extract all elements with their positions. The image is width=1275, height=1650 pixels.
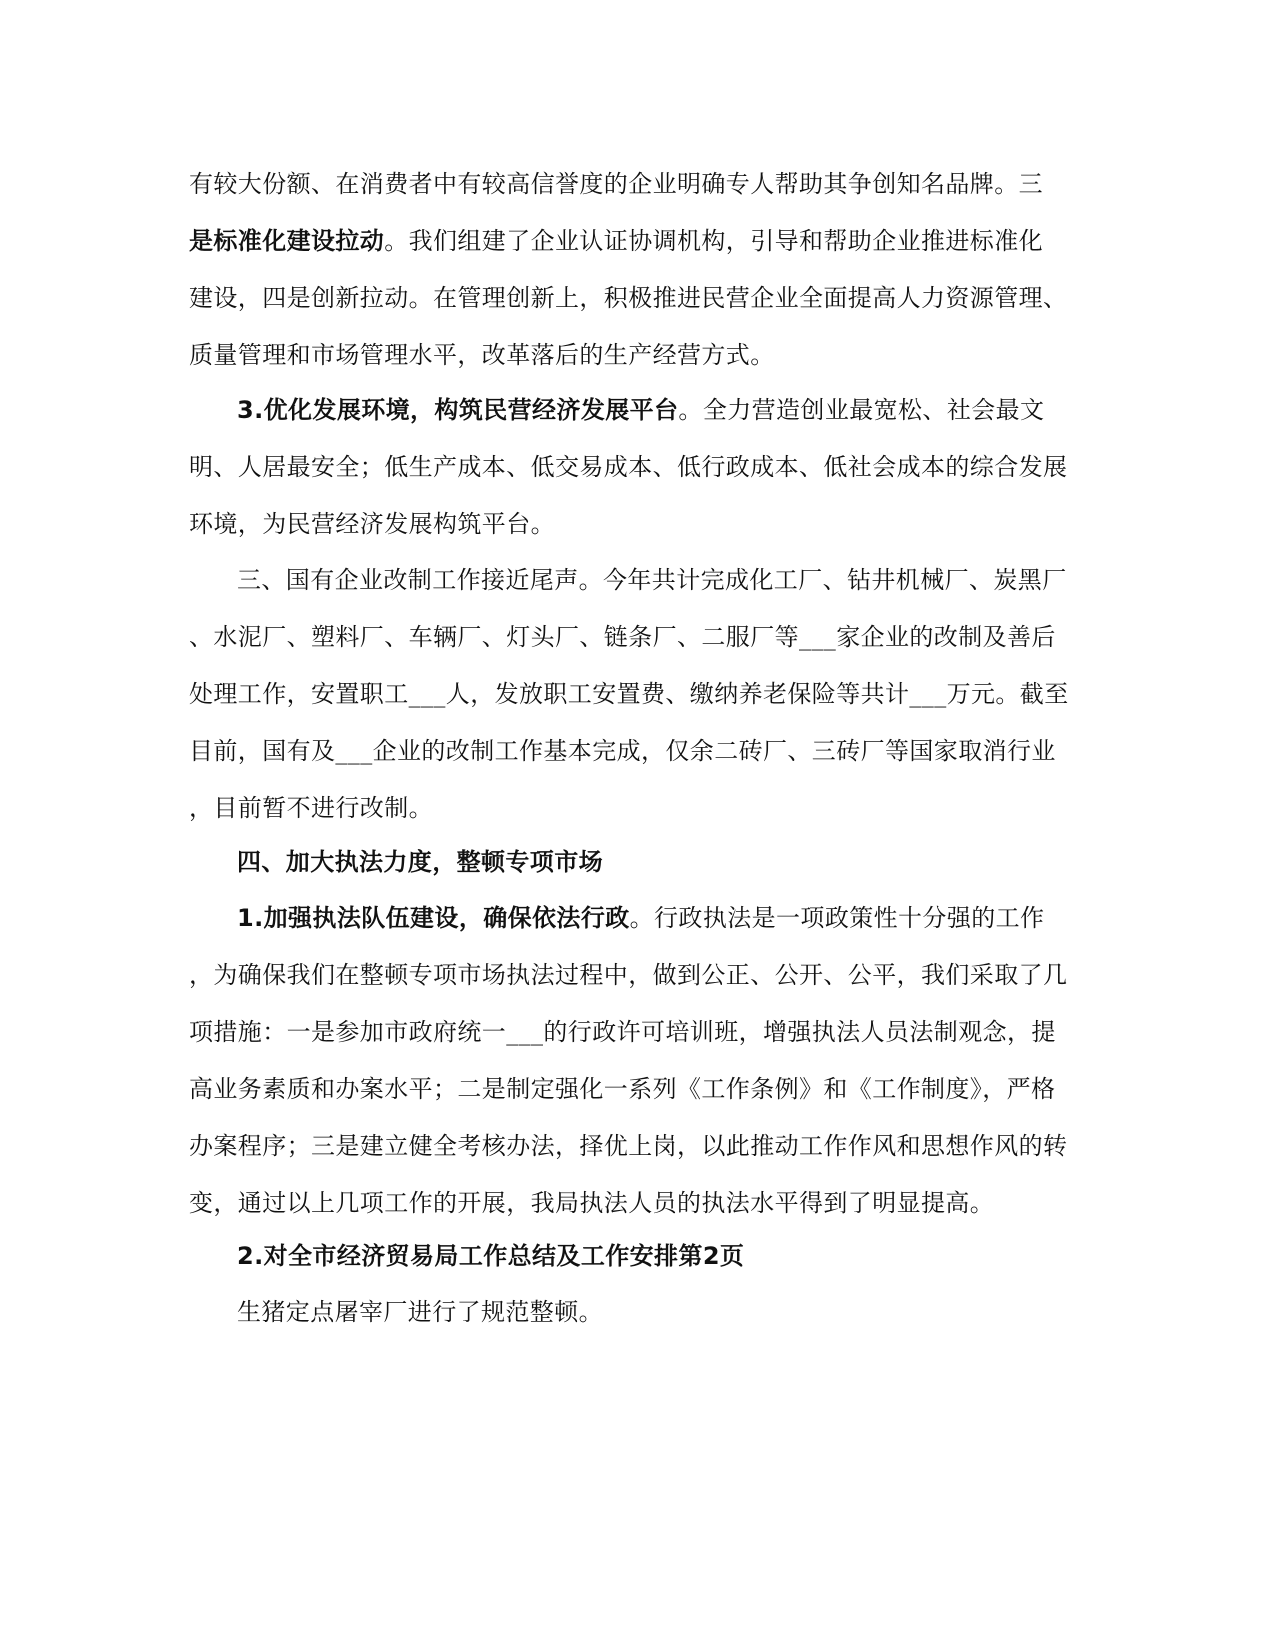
text-line [189,1228,1084,1285]
bold-heading: 2.对全市经济贸易局工作总结及工作安排第2页 [237,1242,745,1270]
bold-heading: 1.加强执法队伍建设，确保依法行政 [237,904,630,932]
text-line: 三、国有企业改制工作接近尾声。今年共计完成化工厂、钻井机械厂、炭黑厂 [237,566,1067,594]
text-line: 、水泥厂、塑料厂、车辆厂、灯头厂、链条厂、二服厂等___家企业的改制及善后 [189,623,1056,651]
text-line: 1.加强执法队伍建设，确保依法行政。行政执法是一项政策性十分强的工作 [237,904,1045,932]
bold-heading: 3.优化发展环境，构筑民营经济发展平台 [237,396,679,424]
subheading-page-title [189,1228,1084,1285]
text-line: 项措施：一是参加市政府统一___的行政许可培训班，增强执法人员法制观念，提 [189,1018,1056,1046]
text-line: ，为确保我们在整顿专项市场执法过程中，做到公正、公开、公平，我们采取了几 [189,961,1068,989]
text-line: 处理工作，安置职工___人，发放职工安置费、缴纳养老保险等共计___万元。截至 [189,680,1069,708]
paragraph-state-enterprise-reform [189,552,1084,837]
section-heading-law-enforcement [189,834,1084,891]
paragraph-slaughterhouse [189,1284,1084,1341]
text-line [189,834,1084,891]
text-line: 高业务素质和办案水平；二是制定强化一系列《工作条例》和《工作制度》，严格 [189,1075,1056,1103]
text-line: 目前，国有及___企业的改制工作基本完成，仅余二砖厂、三砖厂等国家取消行业 [189,737,1056,765]
paragraph-enforcement-team [189,890,1084,1232]
text-line: ，目前暂不进行改制。 [189,794,433,822]
text-line: 建设，四是创新拉动。在管理创新上，积极推进民营企业全面提高人力资源管理、 [189,284,1068,312]
text-line: 有较大份额、在消费者中有较高信誉度的企业明确专人帮助其争创知名品牌。三 [189,170,1043,198]
text-line: 变，通过以上几项工作的开展，我局执法人员的执法水平得到了明显提高。 [189,1189,995,1217]
text-line: 是标准化建设拉动。我们组建了企业认证协调机构，引导和帮助企业推进标准化 [189,227,1044,255]
bold-heading: 是标准化建设拉动 [189,227,385,255]
text-line: 办案程序；三是建立健全考核办法，择优上岗，以此推动工作作风和思想作风的转 [189,1132,1068,1160]
text-line: 环境，为民营经济发展构筑平台。 [189,510,555,538]
paragraph-optimize-environment [189,382,1084,553]
text-line: 3.优化发展环境，构筑民营经济发展平台。全力营造创业最宽松、社会最文 [237,396,1045,424]
text-line: 明、人居最安全；低生产成本、低交易成本、低行政成本、低社会成本的综合发展 [189,453,1068,481]
bold-heading: 四、加大执法力度，整顿专项市场 [237,848,603,876]
paragraph-brand-standardization [189,156,1084,384]
text-line: 质量管理和市场管理水平，改革落后的生产经营方式。 [189,341,775,369]
text-line: 生猪定点屠宰厂进行了规范整顿。 [237,1298,603,1326]
